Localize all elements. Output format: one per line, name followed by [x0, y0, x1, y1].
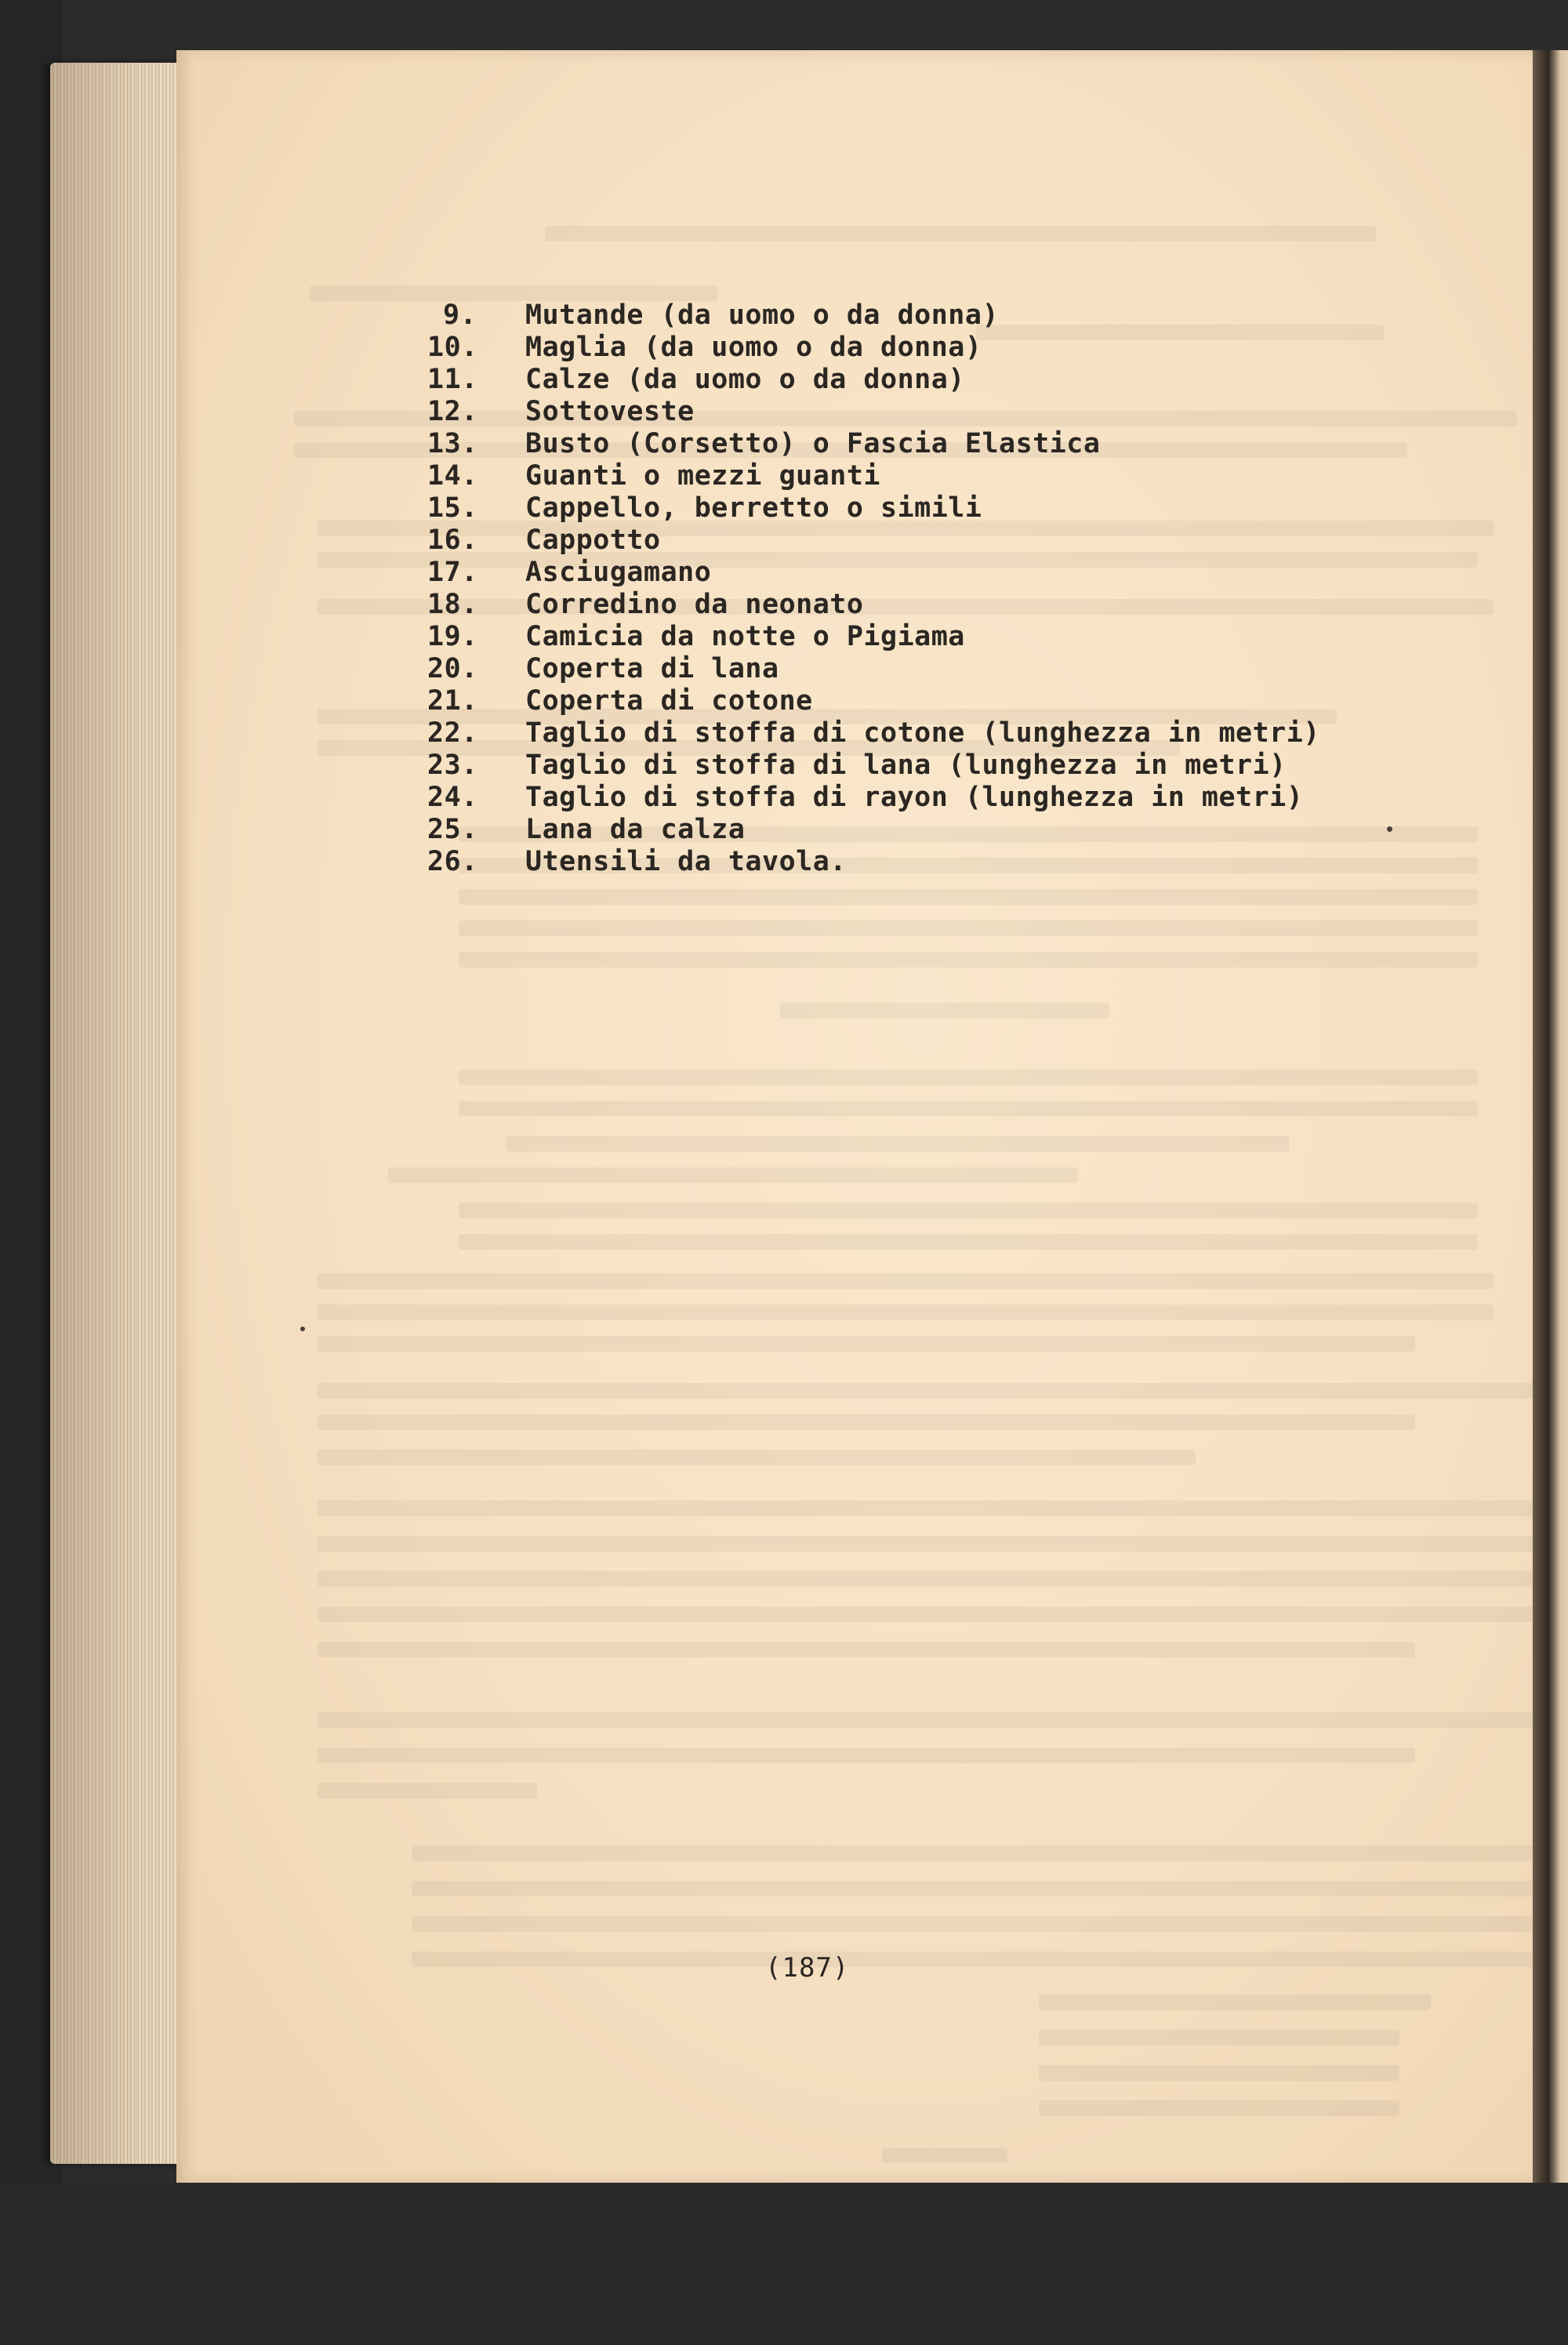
item-number: 9.: [443, 299, 477, 331]
list-item: [427, 717, 1320, 750]
item-number: 10.: [427, 332, 478, 363]
list-item: [427, 428, 1320, 460]
item-number: 11.: [427, 364, 478, 395]
item-number: 15.: [427, 492, 478, 524]
item-number: 12.: [427, 396, 478, 427]
item-label: Mutande (da uomo o da donna): [525, 299, 1000, 331]
list-item: [427, 460, 1320, 492]
book-page: [176, 50, 1533, 2183]
item-label: Calze (da uomo o da donna): [525, 364, 965, 395]
item-number: 13.: [427, 428, 478, 459]
facing-page-edge: [1548, 50, 1568, 2183]
item-number: 14.: [427, 460, 478, 492]
list-item: [427, 846, 1320, 878]
item-number: 16.: [427, 525, 478, 556]
item-label: Cappello, berretto o simili: [525, 492, 982, 524]
item-number: 17.: [427, 557, 478, 588]
list-item: [427, 685, 1320, 717]
item-number: 26.: [427, 846, 478, 877]
item-number: 25.: [427, 814, 478, 845]
item-number: 24.: [427, 782, 478, 813]
item-label: Utensili da tavola.: [525, 846, 847, 877]
item-label: Camicia da notte o Pigiama: [525, 621, 965, 652]
list-item: [427, 492, 1320, 525]
ink-speck: [300, 1327, 305, 1331]
list-item: [427, 621, 1320, 653]
item-label: Busto (Corsetto) o Fascia Elastica: [525, 428, 1101, 459]
list-item: [427, 364, 1320, 396]
list-item: [427, 750, 1320, 782]
item-number: 19.: [427, 621, 478, 652]
item-label: Coperta di cotone: [525, 685, 813, 717]
page-content: [176, 50, 1533, 2183]
item-label: Taglio di stoffa di cotone (lunghezza in metri): [525, 717, 1320, 749]
item-label: Guanti o mezzi guanti: [525, 460, 881, 492]
item-number: 23.: [427, 750, 478, 781]
item-label: Sottoveste: [525, 396, 695, 427]
list-item: [427, 299, 1320, 332]
item-label: Coperta di lana: [525, 653, 779, 684]
item-number: 21.: [427, 685, 478, 717]
item-number: 18.: [427, 589, 478, 620]
item-number: 22.: [427, 717, 478, 749]
item-label: Lana da calza: [525, 814, 746, 845]
page-number: (187): [765, 1952, 850, 1984]
list-item: [427, 396, 1320, 428]
item-label: Maglia (da uomo o da donna): [525, 332, 982, 363]
item-label: Cappotto: [525, 525, 661, 556]
list-item: [427, 653, 1320, 685]
item-number: 20.: [427, 653, 478, 684]
list-item: [427, 814, 1320, 846]
list-item: [427, 557, 1320, 589]
ink-speck: [1387, 826, 1392, 832]
list-item: [427, 525, 1320, 557]
list-item: [427, 332, 1320, 364]
item-label: Asciugamano: [525, 557, 712, 588]
backdrop-bottom: [0, 2183, 1568, 2345]
clothing-items-list: [427, 299, 1320, 878]
list-item: [427, 782, 1320, 814]
list-item: [427, 589, 1320, 621]
item-label: Corredino da neonato: [525, 589, 864, 620]
item-label: Taglio di stoffa di rayon (lunghezza in metri): [525, 782, 1304, 813]
item-label: Taglio di stoffa di lana (lunghezza in metri): [525, 750, 1287, 781]
